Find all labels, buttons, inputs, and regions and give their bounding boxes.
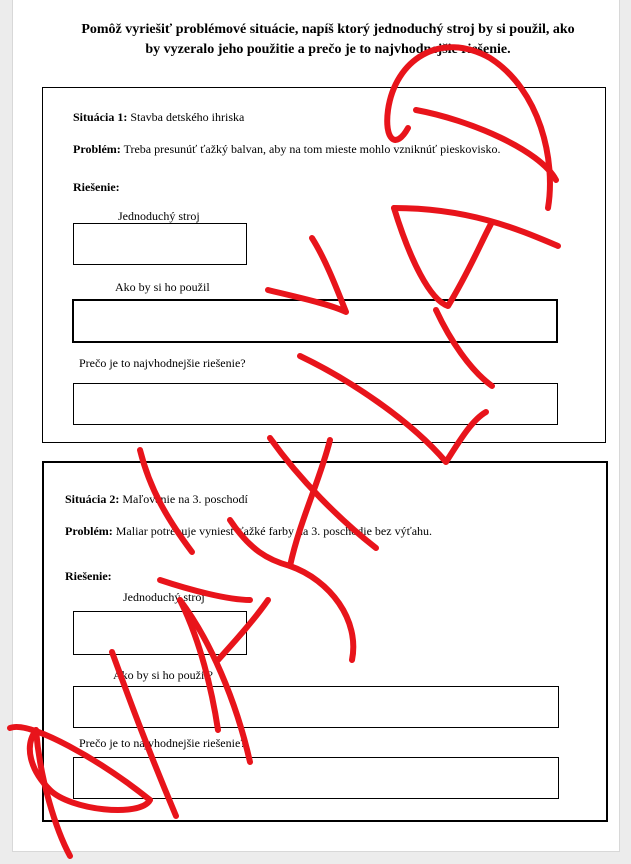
- solution-2-label: Riešenie:: [65, 569, 112, 583]
- why-2-label: Prečo je to najvhodnejšie riešenie?: [79, 736, 246, 750]
- situation-2-label: Situácia 2:: [65, 492, 120, 506]
- why-1-label: Prečo je to najvhodnejšie riešenie?: [79, 356, 246, 370]
- worksheet-heading: Pomôž vyriešiť problémové situácie, napíš ktorý jednoduchý stroj by si použil, ako by vyzeralo jeho použitie a prečo je to najvhodnejšie riešenie.: [81, 22, 575, 57]
- scribble-stroke: [394, 208, 492, 306]
- scribble-stroke: [218, 600, 268, 660]
- problem-2-text: Maliar potrebuje vyniesť ťažké farby na 3. poschodie bez výťahu.: [115, 524, 433, 538]
- scribble-stroke: [394, 208, 558, 246]
- machine-2-label: Jednoduchý stroj: [123, 590, 205, 604]
- scribble-strokes: [10, 47, 558, 856]
- usage-1-label: Ako by si ho použil: [115, 280, 210, 294]
- situation-1-label: Situácia 1:: [73, 110, 128, 124]
- scribble-stroke: [112, 652, 176, 816]
- solution-1-label: Riešenie:: [73, 180, 120, 194]
- scribble-stroke: [387, 47, 550, 208]
- scribble-stroke: [416, 110, 556, 180]
- problem-1-text: Treba presunúť ťažký balvan, aby na tom mieste mohlo vzniknúť pieskovisko.: [123, 142, 501, 156]
- usage-2-label: Ako by si ho použil?: [113, 668, 213, 682]
- scribble-stroke: [10, 727, 150, 810]
- scribble-stroke: [180, 600, 218, 730]
- scribble-stroke: [140, 450, 192, 552]
- scribble-stroke: [268, 238, 346, 312]
- scribble-stroke: [160, 580, 250, 600]
- scribble-stroke: [436, 310, 492, 386]
- problem-2-label: Problém:: [65, 524, 113, 538]
- scribble-stroke: [230, 520, 290, 566]
- problem-1-label: Problém:: [73, 142, 121, 156]
- situation-2-text: Maľovanie na 3. poschodí: [122, 492, 248, 506]
- machine-1-label: Jednoduchý stroj: [118, 209, 200, 223]
- situation-1-text: Stavba detského ihriska: [130, 110, 245, 124]
